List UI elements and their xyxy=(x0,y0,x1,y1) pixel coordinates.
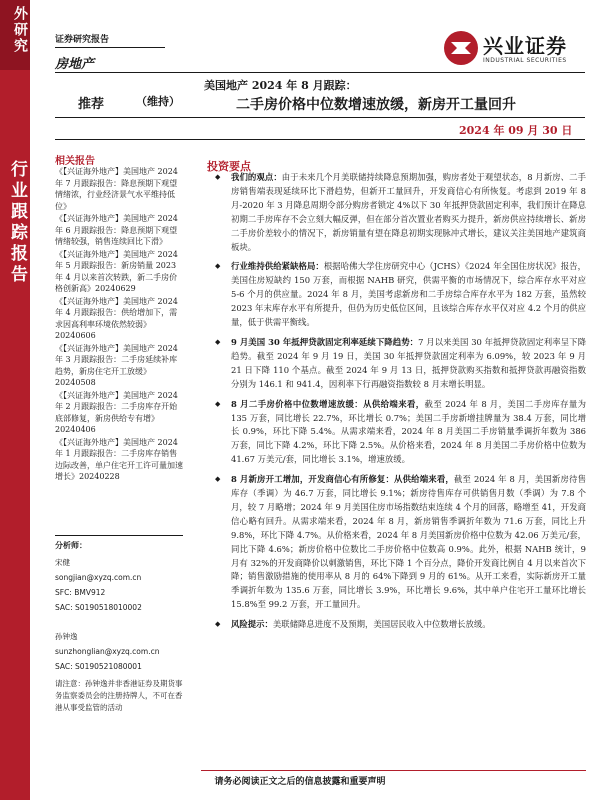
highlight-text: 美联储降息进度不及预期，美国居民收入中位数增长放缓。 xyxy=(272,619,491,630)
analyst-name: 宋健 xyxy=(55,558,70,567)
rating-note: （维持） xyxy=(136,95,180,108)
bullet-icon: ◆ xyxy=(215,173,221,181)
report-date: 2024 年 09 月 30 日 xyxy=(459,124,573,137)
analyst-sfc: SFC: BMV912 xyxy=(55,588,106,597)
highlight-item xyxy=(201,260,586,330)
bullet-icon: ◆ xyxy=(215,475,221,484)
investment-highlights-title: 投资要点 xyxy=(207,160,251,173)
highlight-item xyxy=(201,398,586,468)
bullet-icon: ◆ xyxy=(215,337,221,346)
highlight-text: 截至 2024 年 8 月，美国新房待售库存（季调）为 46.7 万套，同比增长 9.1%；新房待售库存可供销售月数（季调）为 7.8 个月，较 7 月略增；2024 年 9 月美国住房市场指数结束连续 4 个月的回落，略增至 41，开发商信心略有回升。从需求端来看，2024 年 8 月，新房销售季调折年数为 71.6 万套，同比上升 9.8%，环比下降 4.7%。从价格来看，2024 年 8 月美国新房价格中位数为 42.06 万美元/套，同比下降 4.6%；新房价格中位数比二手房价格中位数高 0.9%。此外，根据 NAHB 统计，9 月有 32%的开发商降价以刺激销售，环比下降 1 个百分点，降价开发商比例自 4 月以来首次下降；销售激励措施的使用率从 8 月的 64%下降到 9 月的 61%。从开工来看，实际新房开工量季调折年数为 135.6 万套，同比增长 3.9%，环比增长 9.6%，其中单户住宅开工量环比增长 15.8%至 99.2 万套，开工量回升。 xyxy=(231,474,586,610)
sidebar-band xyxy=(0,0,30,800)
related-report-link[interactable]: 《 【兴证海外地产】美国地产 2024 年 2 月跟踪报告：二手房库存开始底部修复，新房供给专有增》20240406 xyxy=(55,390,183,436)
related-report-link[interactable]: 《 【兴证海外地产】美国地产 2024 年 1 月跟踪报告：二手房库存销售边际改善，单户住宅开工许可量加速增长》20240228 xyxy=(55,437,183,483)
highlight-text: 由于未来几个月美联储持续降息预期加强，购房者处于观望状态，8 月新房、二手房销售端表现延续环比下滑趋势，但新开工量回升，开发商信心有所恢复。考虑到 2019 年 8 月-2020 年 3 月降息周期令部分购房者锁定 4%以下 30 年抵押贷款固定利率，我们预计在降息初期二手房库存不会立刻大幅反弹，但在部分首次置业者购买力提升，新房供应持续增长、新房二手房价差较小的情况下，新房销量有望在降息初期实现脉冲式增长，建议关注美国地产建筑商板块。 xyxy=(231,172,586,252)
related-report-link[interactable]: 《 【兴证海外地产】美国地产 2024 年 7 月跟踪报告：降息预期下观望情绪浓，行业经济景气水平维持低位》 xyxy=(55,166,183,212)
highlight-text: 根据哈佛大学住房研究中心（JCHS）《2024 年全国住房状况》报告，美国住房短缺约 150 万套，而根据 NAHB 研究，供需平衡的市场情况下，综合库存水平对应 5-6 个月的供应量。2024 年 8 月，美国考虑新房和二手房综合库存水平为 182 万套，虽然较 2023 年末库存水平有所提升，但仍为历史低位区间，且该综合库存水平仅对应 4.2 个月的供应量，低于供需平衡线。 xyxy=(231,261,586,328)
logo-name-en: INDUSTRIAL SECURITIES xyxy=(483,57,567,64)
highlight-item xyxy=(201,618,586,632)
related-report-link[interactable]: 《 【兴证海外地产】美国地产 2024 年 5 月跟踪报告：新房销量 2023 年 4 月以来首次转跌，新二手房价格创新高》20240629 xyxy=(55,249,183,295)
footer-divider xyxy=(201,770,586,771)
sector-label: 房地产 xyxy=(55,57,95,72)
highlight-lead: 我们的观点： xyxy=(231,172,282,182)
sidebar-vertical-label: 行业跟踪报告 xyxy=(7,160,27,286)
highlight-lead: 8 月二手房价格中位数增速放缓：从供给端来看， xyxy=(231,398,425,409)
related-reports-title: 相关报告 xyxy=(55,156,95,167)
headline-divider xyxy=(55,117,585,118)
bullet-icon: ◆ xyxy=(215,620,221,629)
related-report-link[interactable]: 《 【兴证海外地产】美国地产 2024 年 4 月跟踪报告：供给增加下，需求因高利率环境依然较弱》20240606 xyxy=(55,296,183,342)
analysts-title: 分析师： xyxy=(55,541,87,550)
logo-name-cn: 兴业证券 xyxy=(483,34,567,58)
report-headline: 二手房价格中位数增速放缓，新房开工量回升 xyxy=(236,97,516,113)
highlight-text: 7 月以来美国 30 年抵押贷款固定利率呈下降趋势。截至 2024 年 9 月 19 日，美国 30 年抵押贷款固定利率为 6.09%，较 2023 年 9 月 21 日下降 110 个基点。截至 2024 年 9 月 13 日，抵押贷款购买指数和抵押贷款再融资指数分别为 146.1 和 941.4，因利率下行再融资指数较 8 月末增长明显。 xyxy=(231,336,586,389)
analysts-block xyxy=(55,540,183,714)
date-divider xyxy=(55,139,585,140)
related-reports-list xyxy=(55,166,183,484)
header-divider xyxy=(55,47,165,48)
disclaimer-footer: 请务必阅读正文之后的信息披露和重要声明 xyxy=(214,777,386,787)
title-divider xyxy=(55,72,585,73)
highlight-text: 截至 2024 年 8 月，美国二手房库存量为 135 万套，同比增长 22.7%，环比增长 0.7%；美国二手房新增挂牌量为 38.4 万套，同比增长 0.9%，环比下降 5.4%。从需求端来看，2024 年 8 月美国二手房销量季调折年数为 386 万套，同比下降 4.2%，环比下降 2.5%。从价格来看，2024 年 8 月美国二手房价格中位数为 41.67 万美元/套，同比增长 3.1%，增速放缓。 xyxy=(231,398,586,465)
company-logo xyxy=(443,26,583,72)
related-report-link[interactable]: 《 【兴证海外地产】美国地产 2024 年 6 月跟踪报告：降息预期下观望情绪较强，销售连续回比下滑》 xyxy=(55,213,183,248)
analyst-note: 请注意：孙钟逸并非香港证券及期货事务监察委员会的注册持牌人，不可在香港从事受监管的活动 xyxy=(55,679,183,712)
highlight-lead: 行业维持供给紧缺格局： xyxy=(231,261,324,272)
analyst-sac: SAC: S0190521080001 xyxy=(55,662,142,671)
logo-icon xyxy=(443,28,479,68)
analyst-email[interactable]: songjian@xyzq.com.cn xyxy=(55,573,142,582)
report-subject: 美国地产 2024 年 8 月跟踪： xyxy=(204,79,357,92)
related-report-link[interactable]: 《 【兴证海外地产】美国地产 2024 年 3 月跟踪报告：二手房延续补库趋势，新房住宅开工放缓》20240508 xyxy=(55,343,183,389)
investment-highlights xyxy=(201,171,586,638)
highlight-lead: 风险提示： xyxy=(231,619,273,630)
highlight-item xyxy=(201,171,586,254)
bullet-icon: ◆ xyxy=(215,262,221,271)
bullet-icon: ◆ xyxy=(215,399,221,408)
highlight-item xyxy=(201,473,586,612)
sidebar-top-label: 外研究 xyxy=(12,6,28,54)
analyst-name: 孙钟逸 xyxy=(55,632,78,641)
report-type: 证券研究报告 xyxy=(55,35,110,45)
analysts-divider xyxy=(55,535,183,536)
rating: 推荐 xyxy=(78,97,105,112)
analyst-email[interactable]: sunzhonglian@xyzq.com.cn xyxy=(55,647,160,656)
analyst-sac: SAC: S0190518010002 xyxy=(55,603,142,612)
highlight-lead: 9 月美国 30 年抵押贷款固定利率延续下降趋势： xyxy=(231,336,419,347)
highlight-lead: 8 月新房开工增加，开发商信心有所修复：从供给端来看， xyxy=(231,474,454,485)
highlight-item xyxy=(201,336,586,392)
